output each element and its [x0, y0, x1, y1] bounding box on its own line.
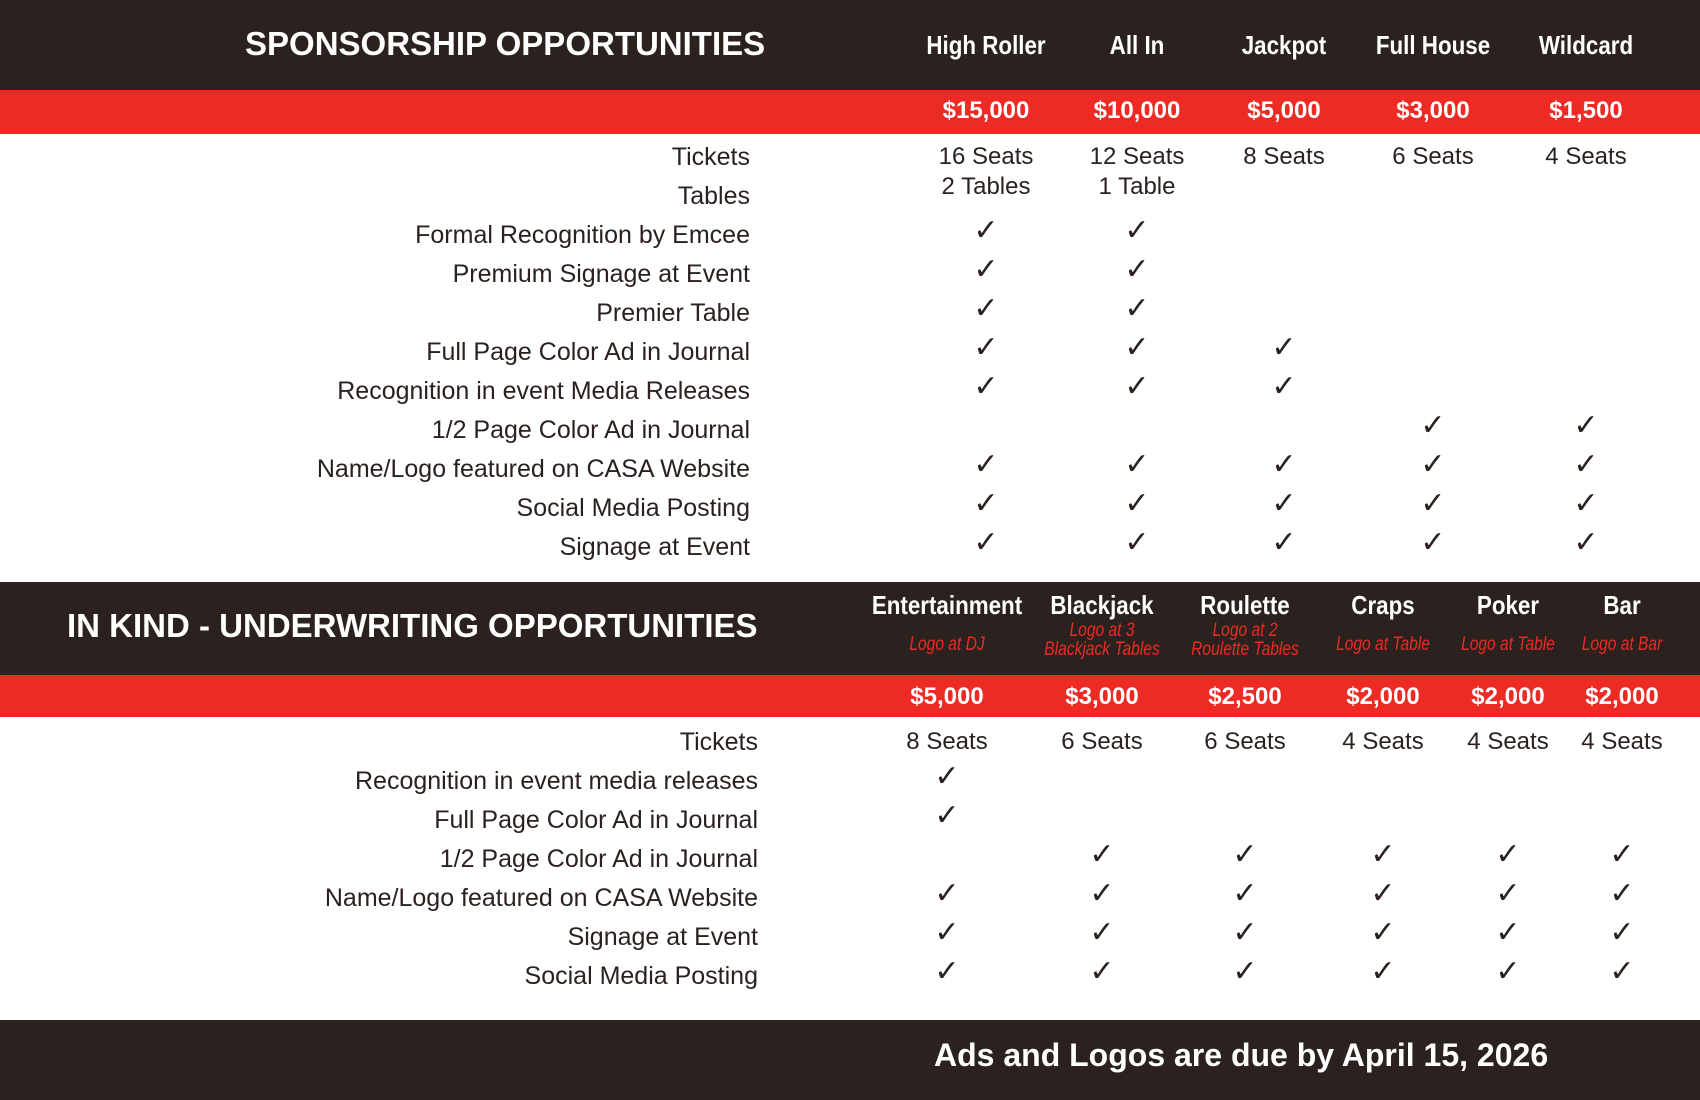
checkmark-icon: ✓	[1124, 330, 1150, 365]
row-label-full-page-color-ad-in-journal: Full Page Color Ad in Journal	[426, 338, 750, 366]
checkmark-icon: ✓	[973, 525, 999, 560]
checkmark-icon: ✓	[973, 252, 999, 287]
underwriting-price-craps: $2,000	[1346, 683, 1420, 710]
row-label-premier-table: Premier Table	[596, 299, 750, 327]
underwriting-price-entertainment: $5,000	[910, 683, 984, 710]
tier-name-wildcard: Wildcard	[1538, 30, 1634, 60]
checkmark-icon: ✓	[1370, 876, 1396, 911]
checkmark-icon: ✓	[973, 486, 999, 521]
checkmark-icon: ✓	[1089, 915, 1115, 950]
underwriting-detail: Logo at DJ	[909, 634, 985, 655]
checkmark-icon: ✓	[1271, 525, 1297, 560]
checkmark-icon: ✓	[973, 213, 999, 248]
underwriting-name-bar: Bar	[1603, 590, 1641, 620]
checkmark-icon: ✓	[1573, 525, 1599, 560]
checkmark-icon: ✓	[1495, 915, 1521, 950]
underwriting-price-roulette: $2,500	[1208, 683, 1282, 710]
tier-name-full-house: Full House	[1375, 30, 1491, 60]
checkmark-icon: ✓	[1124, 252, 1150, 287]
row-label-name-logo-featured-on-casa-website: Name/Logo featured on CASA Website	[316, 455, 750, 483]
checkmark-icon: ✓	[1124, 525, 1150, 560]
underwriting-price-bar: $2,000	[1585, 683, 1659, 710]
checkmark-icon: ✓	[1573, 447, 1599, 482]
underwriting-detail: Roulette Tables	[1191, 639, 1299, 660]
row-label-premium-signage-at-event: Premium Signage at Event	[452, 260, 750, 288]
inkind-title: IN KIND - UNDERWRITING OPPORTUNITIES	[67, 607, 758, 644]
checkmark-icon: ✓	[934, 798, 960, 833]
cell-value: 8 Seats	[906, 728, 988, 755]
cell-value: 6 Seats	[1061, 728, 1143, 755]
checkmark-icon: ✓	[1573, 408, 1599, 443]
checkmark-icon: ✓	[1124, 291, 1150, 326]
cell-value: 1 Table	[1098, 173, 1176, 200]
tier-name-all-in: All In	[1109, 30, 1165, 60]
tier-price-full-house: $3,000	[1396, 97, 1470, 124]
sponsorship-title: SPONSORSHIP OPPORTUNITIES	[245, 25, 766, 62]
row-label-signage-at-event: Signage at Event	[567, 923, 758, 951]
checkmark-icon: ✓	[1232, 876, 1258, 911]
row-label-social-media-posting: Social Media Posting	[524, 962, 758, 990]
checkmark-icon: ✓	[1420, 408, 1446, 443]
checkmark-icon: ✓	[934, 876, 960, 911]
cell-value: 4 Seats	[1467, 728, 1549, 755]
checkmark-icon: ✓	[1089, 876, 1115, 911]
cell-value: 4 Seats	[1545, 143, 1627, 170]
checkmark-icon: ✓	[1370, 915, 1396, 950]
checkmark-icon: ✓	[973, 330, 999, 365]
checkmark-icon: ✓	[1495, 837, 1521, 872]
checkmark-icon: ✓	[1420, 486, 1446, 521]
checkmark-icon: ✓	[1573, 486, 1599, 521]
checkmark-icon: ✓	[1089, 837, 1115, 872]
tier-price-high-roller: $15,000	[942, 97, 1030, 124]
checkmark-icon: ✓	[1420, 525, 1446, 560]
checkmark-icon: ✓	[973, 369, 999, 404]
checkmark-icon: ✓	[1495, 954, 1521, 989]
checkmark-icon: ✓	[1271, 447, 1297, 482]
row-label-social-media-posting: Social Media Posting	[516, 494, 750, 522]
row-label-tables: Tables	[677, 182, 750, 210]
underwriting-detail: Logo at Bar	[1581, 634, 1663, 655]
row-label-recognition-in-event-media-releases: Recognition in event Media Releases	[337, 377, 750, 405]
checkmark-icon: ✓	[1124, 213, 1150, 248]
cell-value: 6 Seats	[1392, 143, 1474, 170]
tier-price-wildcard: $1,500	[1549, 97, 1623, 124]
cell-value: 16 Seats	[938, 143, 1034, 170]
underwriting-name-blackjack: Blackjack	[1050, 590, 1154, 620]
checkmark-icon: ✓	[1271, 330, 1297, 365]
underwriting-detail: Logo at 3	[1069, 620, 1135, 641]
checkmark-icon: ✓	[1124, 447, 1150, 482]
cell-value: 4 Seats	[1342, 728, 1424, 755]
row-label-1-2-page-color-ad-in-journal: 1/2 Page Color Ad in Journal	[439, 845, 758, 873]
checkmark-icon: ✓	[934, 954, 960, 989]
checkmark-icon: ✓	[1370, 954, 1396, 989]
tier-price-all-in: $10,000	[1093, 97, 1181, 124]
checkmark-icon: ✓	[1495, 876, 1521, 911]
checkmark-icon: ✓	[1609, 954, 1635, 989]
checkmark-icon: ✓	[1232, 837, 1258, 872]
checkmark-icon: ✓	[934, 759, 960, 794]
row-label-tickets: Tickets	[671, 143, 750, 171]
underwriting-detail: Logo at 2	[1212, 620, 1278, 641]
checkmark-icon: ✓	[1271, 369, 1297, 404]
row-label-recognition-in-event-media-releases: Recognition in event media releases	[354, 767, 758, 795]
underwriting-price-blackjack: $3,000	[1065, 683, 1139, 710]
inkind-price-band	[0, 675, 1700, 717]
checkmark-icon: ✓	[1232, 915, 1258, 950]
checkmark-icon: ✓	[1370, 837, 1396, 872]
checkmark-icon: ✓	[1089, 954, 1115, 989]
checkmark-icon: ✓	[934, 915, 960, 950]
underwriting-detail: Logo at Table	[1336, 634, 1430, 655]
checkmark-icon: ✓	[1609, 837, 1635, 872]
underwriting-price-poker: $2,000	[1471, 683, 1545, 710]
cell-value: 2 Tables	[941, 173, 1031, 200]
row-label-formal-recognition-by-emcee: Formal Recognition by Emcee	[415, 221, 750, 249]
underwriting-name-poker: Poker	[1476, 590, 1540, 620]
checkmark-icon: ✓	[1609, 915, 1635, 950]
tier-name-jackpot: Jackpot	[1241, 30, 1327, 60]
underwriting-name-roulette: Roulette	[1200, 590, 1290, 620]
cell-value: 12 Seats	[1089, 143, 1185, 170]
checkmark-icon: ✓	[1420, 447, 1446, 482]
underwriting-detail: Blackjack Tables	[1044, 639, 1160, 660]
row-label-1-2-page-color-ad-in-journal: 1/2 Page Color Ad in Journal	[431, 416, 750, 444]
checkmark-icon: ✓	[1271, 486, 1297, 521]
checkmark-icon: ✓	[1124, 486, 1150, 521]
checkmark-icon: ✓	[973, 447, 999, 482]
checkmark-icon: ✓	[973, 291, 999, 326]
underwriting-name-entertainment: Entertainment	[871, 590, 1023, 620]
row-label-signage-at-event: Signage at Event	[559, 533, 750, 561]
checkmark-icon: ✓	[1232, 954, 1258, 989]
cell-value: 4 Seats	[1581, 728, 1663, 755]
underwriting-detail: Logo at Table	[1461, 634, 1555, 655]
cell-value: 6 Seats	[1204, 728, 1286, 755]
tier-price-jackpot: $5,000	[1247, 97, 1321, 124]
checkmark-icon: ✓	[1609, 876, 1635, 911]
underwriting-name-craps: Craps	[1351, 590, 1415, 620]
footer-deadline-text: Ads and Logos are due by April 15, 2026	[934, 1037, 1549, 1073]
checkmark-icon: ✓	[1124, 369, 1150, 404]
row-label-name-logo-featured-on-casa-website: Name/Logo featured on CASA Website	[324, 884, 758, 912]
row-label-full-page-color-ad-in-journal: Full Page Color Ad in Journal	[434, 806, 758, 834]
row-label-tickets: Tickets	[679, 728, 758, 756]
cell-value: 8 Seats	[1243, 143, 1325, 170]
tier-name-high-roller: High Roller	[926, 30, 1046, 60]
